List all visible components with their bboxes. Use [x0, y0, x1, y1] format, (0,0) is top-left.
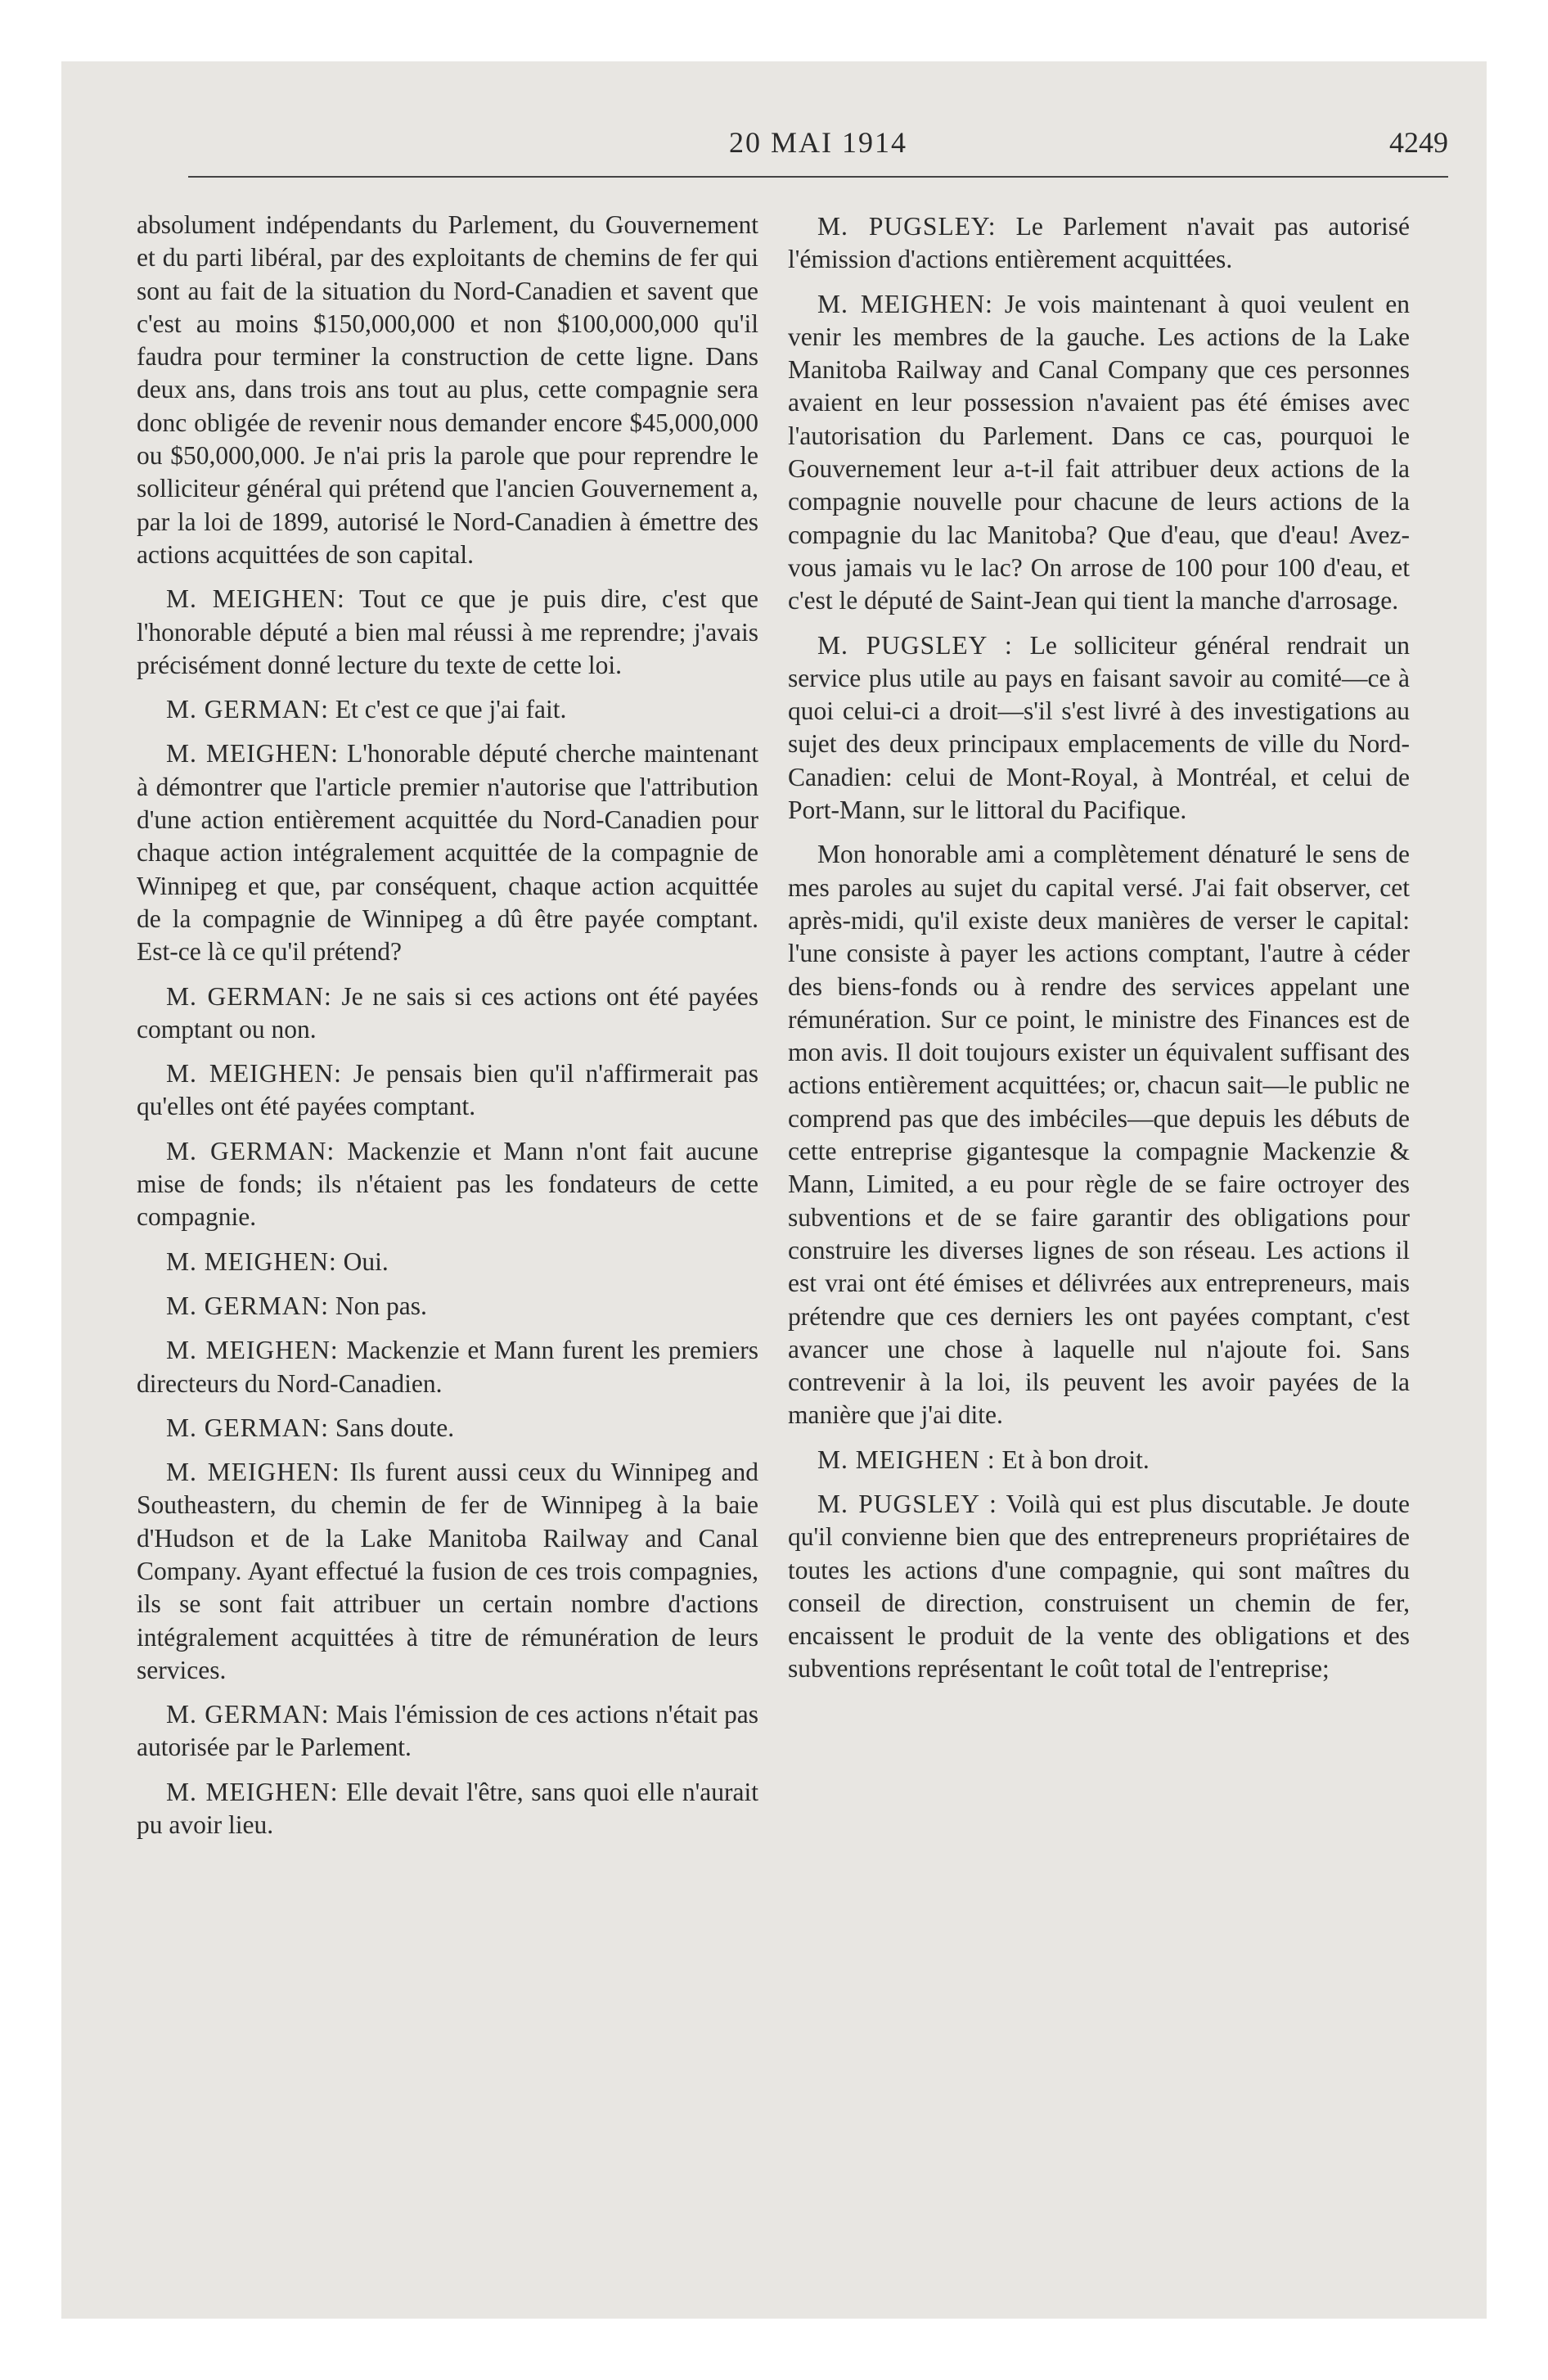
paragraph-text: Le solliciteur général rendrait un service plus utile au pays en faisant savoir au comité—ce à quoi celui-ci a droit—s'il s'est livré à des investigations au sujet des deux principaux emplacements de ville du Nord-Canadien: celui de Mont-Royal, à Montréal, et celui de Port-Mann, sur le littoral du Pacifique. [788, 630, 1411, 825]
paragraph [137, 1776, 758, 1842]
paragraph-text: Non pas. [335, 1291, 427, 1320]
paragraph [788, 1488, 1410, 1686]
paragraph [137, 1334, 758, 1400]
running-header [188, 120, 1448, 161]
paragraph-text: Je pensais bien qu'il n'affirmerait pas qu'elles ont été payées comptant. [137, 1059, 758, 1121]
header-date: 20 MAI 1914 [729, 126, 907, 159]
speaker: M. GERMAN: [166, 1136, 335, 1165]
paragraph [788, 1444, 1410, 1476]
speaker: M. MEIGHEN: [166, 1059, 342, 1089]
paragraph [137, 980, 758, 1047]
paragraph-text: Mon honorable ami a complètement dénaturé le sens de mes paroles au sujet du capital versé. J'ai fait observer, cet après-midi, qu'il existe deux manières de verser le capital: l'une consiste à payer les actions comptant, l'autre à céder des biens-fonds ou à rendre des services appelant une rémunération. Sur ce point, le ministre des Finances est de mon avis. Il doit toujours exister un équivalent suffisant des actions entièrement acquittées; or, chacun sait—le public ne comprend pas que des imbéciles—que depuis les débuts de cette entreprise gigantesque la compagnie Mackenzie & Mann, Limited, a eu pour règle de se faire octroyer des subventions et de se faire garantir des obligations pour construire les diverses lignes de son réseau. Les actions il est vrai ont été émises et délivrées aux entrepreneurs, mais prétendre que ces derniers les ont payées comptant, c'est avancer une chose à laquelle nul n'ajoute foi. Sans contrevenir à la loi, ils peuvent les avoir payées de la manière que j'ai dite. [788, 840, 1410, 1430]
header-rule [188, 176, 1448, 178]
paragraph [788, 838, 1410, 1431]
speaker: M. GERMAN: [166, 695, 330, 724]
speaker: M. GERMAN: [166, 1413, 330, 1442]
paragraph [137, 1246, 758, 1278]
paragraph [137, 1698, 758, 1765]
paragraph-text: Ils furent aussi ceux du Winnipeg and Southeastern, du chemin de fer de Winnipeg à la baie d'Hudson et de la Lake Manitoba Railway and Canal Company. Ayant effectué la fusion de ces trois compagnies, ils se sont fait attribuer un certain nombre d'actions intégralement acquittées à titre de rémunération de leurs services. [137, 1458, 758, 1684]
page-number: 4249 [1389, 126, 1448, 159]
speaker: M. GERMAN: [166, 981, 332, 1011]
paragraph [137, 1057, 758, 1124]
speaker: M. MEIGHEN: [817, 289, 993, 318]
speaker: M. MEIGHEN: [166, 1246, 337, 1276]
speaker: M. MEIGHEN : [817, 1445, 996, 1474]
speaker: M. PUGSLEY : [817, 630, 1013, 660]
paragraph-text: L'honorable député cherche maintenant à démontrer que l'article premier n'autorise que l'attribution d'une action entièrement acquittée du Nord-Canadien pour chaque action intégralement acquittée de la compagnie de Winnipeg et que, par conséquent, chaque action acquittée de la compagnie de Winnipeg a dû être payée comptant. Est-ce là ce qu'il prétend? [137, 739, 758, 967]
speaker: M. GERMAN: [166, 1291, 330, 1320]
paragraph-text: Elle devait l'être, sans quoi elle n'aurait pu avoir lieu. [137, 1777, 758, 1840]
paragraph-text: absolument indépendants du Parlement, du Gouvernement et du parti libéral, par des exploitants de chemins de fer qui sont au fait de la situation du Nord-Canadien et savent que c'est au moins $150,000,000 et non $100,000,000 qu'il faudra pour terminer la construction de cette ligne. Dans deux ans, dans trois ans tout au plus, cette compagnie sera donc obligée de revenir nous demander encore $45,000,000 ou $50,000,000. Je n'ai pris la parole que pour reprendre le solliciteur général qui prétend que l'ancien Gouvernement a, par la loi de 1899, autorisé le Nord-Canadien à émettre des actions acquittées de son capital. [137, 210, 758, 569]
speaker: M. MEIGHEN: [166, 1336, 339, 1365]
paragraph-text: Voilà qui est plus discutable. Je doute qu'il convienne bien que des entrepreneurs propriétaires de toutes les actions d'une compagnie, qui sont maîtres du conseil de direction, construisent un chemin de fer, encaissent le produit de la vente des obligations et des subventions représentant le coût total de l'entreprise; [788, 1489, 1411, 1684]
paragraph-text: Mackenzie et Mann furent les premiers directeurs du Nord-Canadien. [137, 1336, 758, 1398]
paragraph [788, 210, 1410, 277]
speaker: M. MEIGHEN: [166, 1777, 339, 1806]
paragraph [137, 1135, 758, 1234]
paragraph [137, 693, 758, 726]
paragraph-text: Le Parlement n'avait pas autorisé l'émission d'actions entièrement acquittées. [788, 212, 1411, 274]
paragraph [137, 1412, 758, 1445]
speaker: M. MEIGHEN: [166, 1458, 340, 1487]
paragraph [788, 288, 1410, 618]
speaker: M. MEIGHEN: [166, 739, 339, 769]
paragraph-text: Oui. [343, 1246, 389, 1276]
paragraph [788, 629, 1410, 827]
paragraph-text: Je vois maintenant à quoi veulent en venir les membres de la gauche. Les actions de la Lake Manitoba Railway and Canal Company que ces personnes avaient en leur possession n'avaient pas été émises avec l'autorisation du Parlement. Dans ce cas, pourquoi le Gouvernement leur a-t-il fait attribuer deux actions de la compagnie nouvelle pour chacune de leurs actions de la compagnie du lac Manitoba? Que d'eau, que d'eau! Avez-vous jamais vu le lac? On arrose de 100 pour 100 d'eau, et c'est le député de Saint-Jean qui tient la manche d'arrosage. [788, 289, 1410, 615]
paragraph-text: Sans doute. [335, 1413, 455, 1442]
scanned-page [61, 61, 1487, 2319]
left-column [137, 209, 758, 1853]
right-column [788, 210, 1410, 1697]
paragraph-text: Et à bon droit. [1001, 1445, 1150, 1474]
paragraph-text: Tout ce que je puis dire, c'est que l'honorable député a bien mal réussi à me reprendre; j'avais précisément donné lecture du texte de cette loi. [137, 584, 758, 679]
paragraph [137, 1456, 758, 1687]
paragraph [137, 737, 758, 968]
speaker: M. PUGSLEY: [817, 212, 997, 241]
paragraph-text: Mais l'émission de ces actions n'était pas autorisée par le Parlement. [137, 1700, 758, 1762]
paragraph [137, 209, 758, 571]
paragraph [137, 1290, 758, 1323]
paragraph-text: Mackenzie et Mann n'ont fait aucune mise de fonds; ils n'étaient pas les fondateurs de cette compagnie. [137, 1136, 759, 1232]
paragraph-text: Je ne sais si ces actions ont été payées comptant ou non. [137, 981, 758, 1044]
paragraph [137, 583, 758, 682]
speaker: M. MEIGHEN: [166, 584, 345, 614]
speaker: M. GERMAN: [166, 1700, 330, 1729]
speaker: M. PUGSLEY : [817, 1489, 997, 1518]
page [61, 61, 1487, 2319]
paragraph-text: Et c'est ce que j'ai fait. [335, 695, 567, 724]
